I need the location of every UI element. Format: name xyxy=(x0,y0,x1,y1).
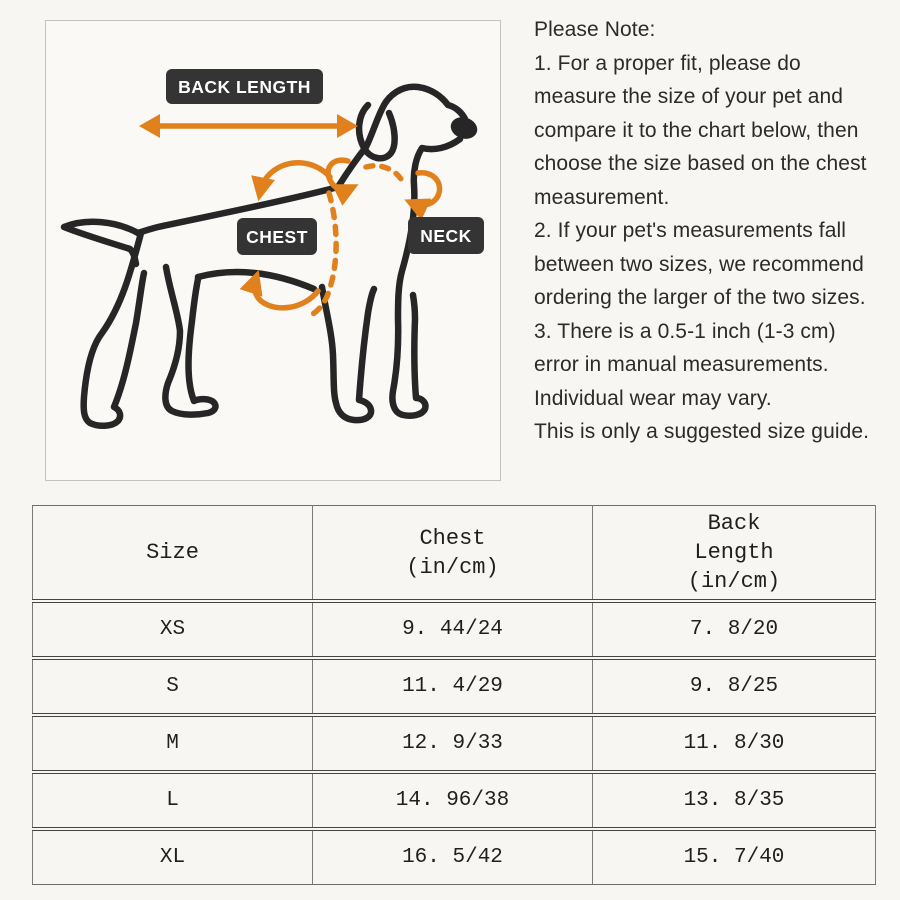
neck-measure-arrows xyxy=(366,166,440,205)
header-line: (in/cm) xyxy=(687,569,781,594)
note-line: 3. There is a 0.5-1 inch (1-3 cm) xyxy=(534,319,836,343)
size-chart-table xyxy=(32,505,876,885)
table-row xyxy=(33,601,876,658)
back-length-arrow xyxy=(139,114,358,138)
note-line: measure the size of your pet and xyxy=(534,85,844,108)
table-header-row xyxy=(33,506,876,602)
neck-badge xyxy=(408,217,484,254)
header-line: (in/cm) xyxy=(406,554,499,580)
chest-cell: 11. 4/29 xyxy=(313,658,593,715)
chest-cell: 9. 44/24 xyxy=(313,601,593,658)
chest-cell: 14. 96/38 xyxy=(313,772,593,829)
chest-column-header xyxy=(313,506,593,602)
back-length-cell: 9. 8/25 xyxy=(593,658,876,715)
measurement-diagram xyxy=(45,20,501,481)
note-line: measurement. xyxy=(534,185,670,209)
note-line: Individual wear may vary. xyxy=(534,386,772,410)
back-length-badge xyxy=(166,69,323,104)
please-note-text xyxy=(534,13,896,449)
size-cell: XL xyxy=(33,829,313,885)
chest-cell: 16. 5/42 xyxy=(313,829,593,885)
note-line: This is only a suggested size guide. xyxy=(534,420,870,443)
size-cell: M xyxy=(33,715,313,772)
table-row xyxy=(33,715,876,772)
dog-nose xyxy=(448,114,480,142)
header-line: Chest xyxy=(419,525,486,551)
dog-outline-figure xyxy=(64,87,480,426)
size-cell: XS xyxy=(33,601,313,658)
chest-cell: 12. 9/33 xyxy=(313,715,593,772)
size-cell: S xyxy=(33,658,313,715)
note-line: between two sizes, we recommend xyxy=(534,252,864,276)
table-row xyxy=(33,829,876,885)
back-length-cell: 13. 8/35 xyxy=(593,772,876,829)
header-line: Size xyxy=(146,540,199,565)
table-row xyxy=(33,658,876,715)
note-line: 1. For a proper fit, please do xyxy=(534,51,801,75)
size-cell: L xyxy=(33,772,313,829)
header-line: Back xyxy=(707,511,761,536)
note-line: Please Note: xyxy=(534,18,656,41)
back-length-cell: 7. 8/20 xyxy=(593,601,876,658)
note-line: compare it to the chart below, then xyxy=(534,118,859,142)
note-line: choose the size based on the chest xyxy=(534,152,867,175)
note-line: ordering the larger of the two sizes. xyxy=(534,286,866,309)
back-length-column-header xyxy=(593,506,876,602)
size-column-header xyxy=(33,506,313,602)
neck-badge-label: NECK xyxy=(420,226,472,246)
dog-measurement-illustration xyxy=(46,21,500,480)
chest-badge-label: CHEST xyxy=(246,227,308,247)
header-line: Length xyxy=(694,540,774,565)
back-length-cell: 15. 7/40 xyxy=(593,829,876,885)
back-length-cell: 11. 8/30 xyxy=(593,715,876,772)
note-line: 2. If your pet's measurements fall xyxy=(534,219,847,242)
chest-badge xyxy=(237,218,317,255)
note-line: error in manual measurements. xyxy=(534,353,829,376)
table-row xyxy=(33,772,876,829)
back-length-badge-label: BACK LENGTH xyxy=(178,77,311,97)
